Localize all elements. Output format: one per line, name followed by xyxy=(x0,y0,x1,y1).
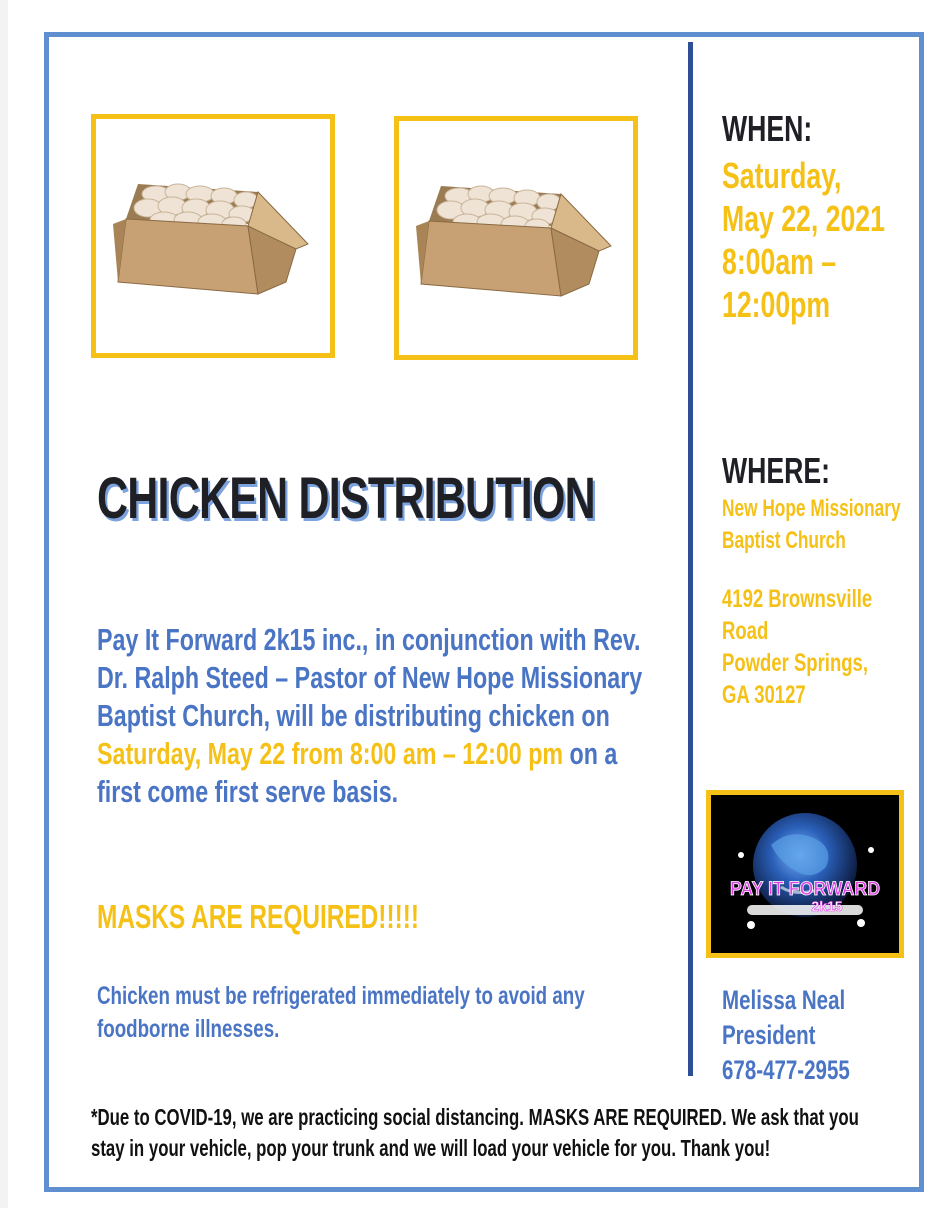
chicken-box-icon xyxy=(108,164,318,304)
venue-line: Baptist Church xyxy=(722,527,846,554)
chicken-box-photo-2 xyxy=(394,116,638,360)
globe-logo-icon xyxy=(711,795,899,953)
address-line: GA 30127 xyxy=(722,681,806,709)
chicken-box-icon xyxy=(411,166,621,306)
address-line: 4192 Brownsville xyxy=(722,585,873,613)
contact-name: Melissa Neal xyxy=(722,985,846,1015)
contact-phone: 678-477-2955 xyxy=(722,1055,850,1085)
when-details xyxy=(722,154,885,326)
contact-info xyxy=(722,983,850,1088)
description-date-highlight: Saturday, May 22 from 8:00 am – 12:00 pm xyxy=(97,736,564,771)
address-line: Powder Springs, xyxy=(722,649,868,677)
description-part-2: on a first come first serve basis. xyxy=(97,736,618,809)
masks-notice: MASKS ARE REQUIRED!!!!! xyxy=(97,898,419,935)
when-line: May 22, 2021 xyxy=(722,198,885,239)
contact-title: President xyxy=(722,1020,816,1050)
when-label: WHEN: xyxy=(722,108,813,149)
pay-it-forward-logo xyxy=(706,790,904,958)
when-line: 8:00am – xyxy=(722,241,837,282)
chicken-box-photo-1 xyxy=(91,114,335,358)
when-line: 12:00pm xyxy=(722,284,831,325)
venue-line: New Hope Missionary xyxy=(722,495,901,522)
when-line: Saturday, xyxy=(722,155,842,196)
description-part-1: Pay It Forward 2k15 inc., in conjunction with Rev. Dr. Ralph Steed – Pastor of New Hope Missionary Baptist Church, will be distributing chicken on xyxy=(97,622,643,733)
venue-address xyxy=(722,583,872,711)
covid-footer-note: *Due to COVID-19, we are practicing social distancing. MASKS ARE REQUIRED. We ask that you stay in your vehicle, pop your trunk and we will load your vehicle for you. Thank you! xyxy=(91,1104,859,1161)
event-description xyxy=(97,621,667,811)
flyer-title: CHICKEN DISTRIBUTION xyxy=(97,466,595,531)
venue-name xyxy=(722,493,901,557)
logo-main-text: PAY IT FORWARD xyxy=(730,879,880,900)
column-divider xyxy=(688,42,693,1076)
refrigeration-notice: Chicken must be refrigerated immediately to avoid any foodborne illnesses. xyxy=(97,982,585,1043)
logo-sub-text: 2k15 xyxy=(811,898,843,914)
where-label: WHERE: xyxy=(722,450,831,491)
left-margin-strip xyxy=(0,0,8,1208)
address-line: Road xyxy=(722,617,769,645)
